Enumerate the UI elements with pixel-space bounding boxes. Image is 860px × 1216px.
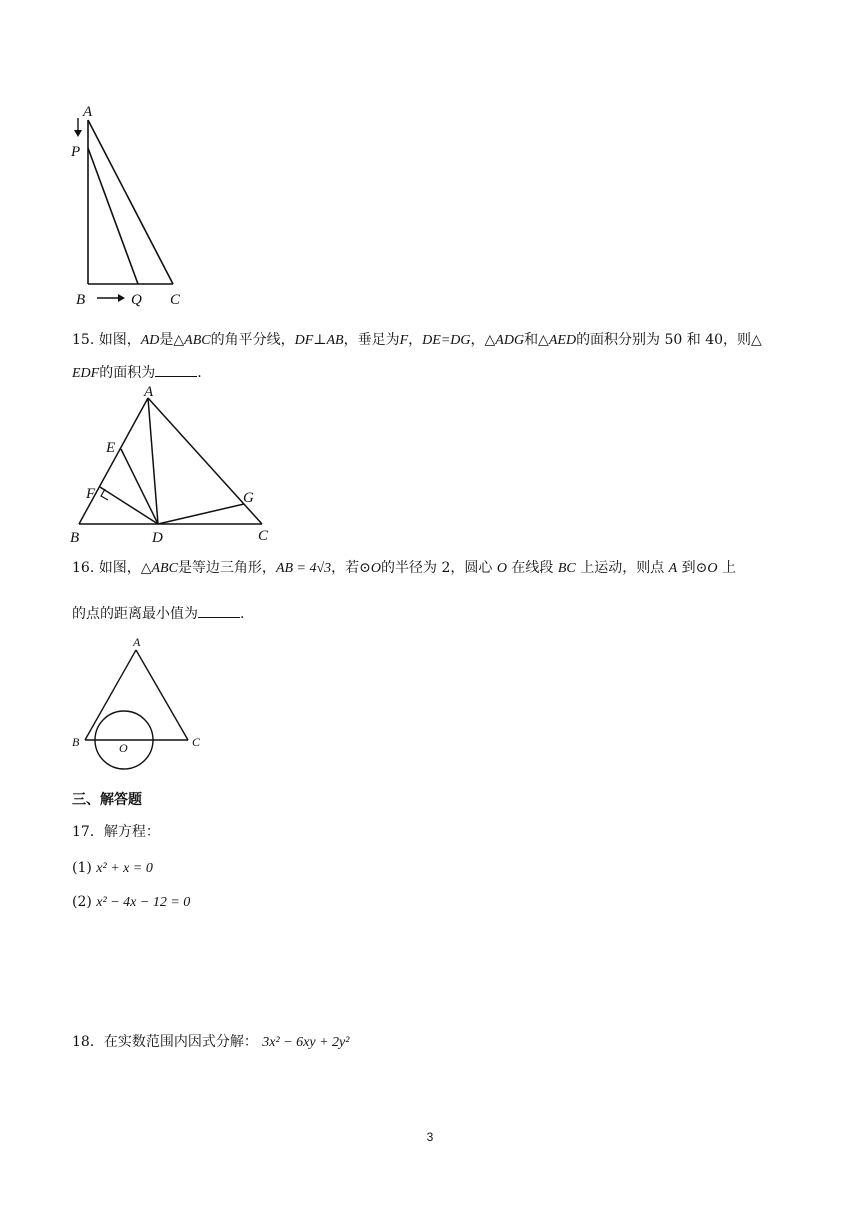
q15-number: 15.: [72, 332, 95, 348]
q16-number: 16.: [72, 560, 95, 576]
q15-t4: 的角平分线，: [210, 332, 295, 348]
q15-t3: ABC: [184, 333, 211, 348]
q15-t16: 和△: [524, 332, 549, 348]
q17-item-2: [72, 892, 190, 913]
label-b: B: [70, 530, 80, 546]
label-o: O: [119, 741, 128, 755]
label-b: B: [76, 292, 86, 308]
q15-l2-t0: EDF: [72, 366, 100, 381]
q17-item-1-label: (1): [72, 860, 92, 876]
q16-t10: 上运动，则点: [575, 560, 669, 576]
label-f: F: [86, 486, 96, 502]
q16-t13: O: [707, 561, 718, 576]
label-q: Q: [131, 292, 142, 308]
segment-ac: [136, 650, 188, 740]
q16-t3: AB = 4√3: [275, 561, 332, 576]
q17-stem: 17．解方程：: [72, 824, 160, 840]
q16-line2: [72, 603, 244, 624]
q16-figure: [66, 634, 206, 774]
q15-t8: ，垂足为: [343, 332, 400, 348]
q16-t9: BC: [557, 561, 576, 576]
segment-ab: [79, 398, 148, 524]
q15-t6: ⊥: [313, 332, 327, 348]
down-arrowhead-icon: [74, 130, 82, 137]
q15-t18: 的面积分别为 50 和 40，则△: [576, 332, 762, 348]
label-a: A: [83, 104, 93, 120]
segment-ab: [85, 650, 136, 740]
q15-t9: F: [399, 333, 409, 348]
q15-t13: DG: [450, 333, 471, 348]
q16-l2-t1: .: [240, 606, 245, 622]
label-a: A: [133, 635, 141, 649]
right-arrowhead-icon: [118, 294, 125, 302]
q16-t5: O: [370, 561, 382, 576]
label-p: P: [71, 144, 81, 160]
q15-t7: AB: [326, 333, 344, 348]
q16-t8: 在线段: [506, 560, 558, 576]
q15-t15: ADG: [495, 333, 525, 348]
q15-line1: [72, 330, 762, 351]
q15-l2-t2: .: [197, 365, 202, 381]
q18-expr: 3x² − 6xy + 2y²: [262, 1035, 350, 1050]
q17-item-1: [72, 858, 153, 879]
q17-item-1-expr: x² + x = 0: [96, 861, 153, 876]
q15-t0: 如图，: [98, 332, 141, 348]
q15-answer-blank[interactable]: [155, 362, 197, 377]
label-e: E: [106, 440, 116, 456]
q16-t12: 到⊙: [677, 560, 708, 576]
q15-t12: =: [440, 333, 451, 348]
q17-item-2-label: (2): [72, 894, 92, 910]
q15-l2-t1: 的面积为: [99, 365, 156, 381]
q18-stem: 18．在实数范围内因式分解：: [72, 1034, 258, 1050]
q16-t14: 上: [717, 560, 736, 576]
q14-figure: [66, 104, 206, 308]
q16-l2-t0: 的点的距离最小值为: [72, 606, 198, 622]
q15-t14: ，△: [470, 332, 496, 348]
q15-figure: [66, 386, 286, 546]
label-c: C: [192, 735, 201, 749]
q17-item-2-expr: x² − 4x − 12 = 0: [96, 895, 191, 910]
q16-answer-blank[interactable]: [198, 603, 240, 618]
page-number: 3: [426, 1130, 434, 1144]
q15-line2: [72, 362, 202, 384]
q15-t11: DE: [422, 333, 441, 348]
q16-line1: [72, 558, 736, 579]
label-b: B: [72, 735, 80, 749]
q15-t10: ，: [408, 332, 423, 348]
q16-t1: △ABC: [140, 561, 178, 576]
label-c: C: [170, 292, 181, 308]
label-c: C: [258, 528, 269, 544]
q16-t6: 的半径为 2，圆心: [381, 560, 497, 576]
q16-t11: A: [668, 561, 678, 576]
q16-t7: O: [496, 561, 507, 576]
label-d: D: [152, 530, 163, 546]
q16-t0: 如图，: [98, 560, 141, 576]
segment-gd: [158, 504, 244, 524]
q16-t4: ，若⊙: [331, 560, 371, 576]
segment-ac: [88, 120, 173, 284]
label-a: A: [144, 384, 154, 400]
q15-t2: 是△: [159, 332, 185, 348]
q15-t17: AED: [548, 333, 577, 348]
label-g: G: [243, 490, 254, 506]
section-title: 三、解答题: [72, 792, 142, 808]
q16-t2: 是等边三角形，: [177, 560, 276, 576]
q15-t1: AD: [140, 333, 160, 348]
q15-t5: DF: [294, 333, 314, 348]
q18-line: [72, 1032, 349, 1053]
